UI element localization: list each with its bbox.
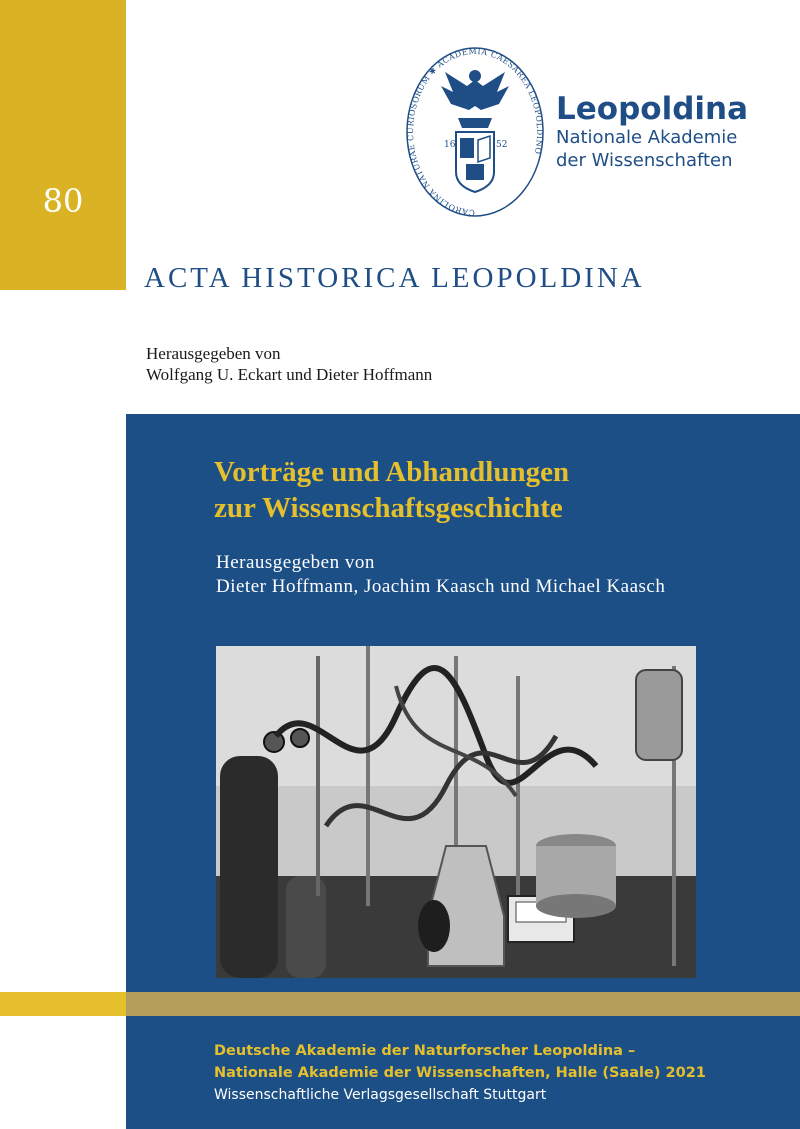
seal-year-right: 52 xyxy=(496,140,508,150)
lab-equipment-photo xyxy=(216,646,696,978)
book-editors-names: Dieter Hoffmann, Joachim Kaasch und Michael Kaasch xyxy=(216,576,666,597)
series-editors xyxy=(146,343,432,385)
publisher-line-2: Nationale Akademie der Wissenschaften, Halle (Saale) 2021 xyxy=(214,1065,706,1081)
org-line-2: der Wissenschaften xyxy=(556,150,733,171)
volume-number: 80 xyxy=(42,182,84,220)
seal-year-left: 16 xyxy=(444,140,456,150)
seal-ring-text: CAROLINA NATURAE CURIOSORUM ✱ ACADEMIA CAESAREA LEOPOLDINO xyxy=(406,46,545,218)
gold-stripe xyxy=(126,992,800,1016)
org-logo-text xyxy=(556,92,748,172)
publisher-line-1: Deutsche Akademie der Naturforscher Leopoldina – xyxy=(214,1043,636,1059)
org-line-1: Nationale Akademie xyxy=(556,127,738,148)
gold-stripe-left xyxy=(0,992,126,1016)
book-title xyxy=(214,454,569,526)
series-editors-names: Wolfgang U. Eckart und Dieter Hoffmann xyxy=(146,365,433,384)
publisher-line-3: Wissenschaftliche Verlagsgesellschaft Stuttgart xyxy=(214,1087,547,1103)
org-name: Leopoldina xyxy=(556,91,748,127)
book-editors xyxy=(216,551,665,599)
book-title-line-1: Vorträge und Abhandlungen xyxy=(214,456,570,488)
series-title: ACTA HISTORICA LEOPOLDINA xyxy=(144,262,645,294)
yellow-band xyxy=(0,0,126,290)
book-editors-label: Herausgegeben von xyxy=(216,552,375,573)
book-title-line-2: zur Wissenschaftsgeschichte xyxy=(214,492,563,524)
series-editors-label: Herausgegeben von xyxy=(146,344,281,363)
publisher-block xyxy=(214,1040,706,1106)
leopoldina-seal-icon xyxy=(400,40,550,220)
